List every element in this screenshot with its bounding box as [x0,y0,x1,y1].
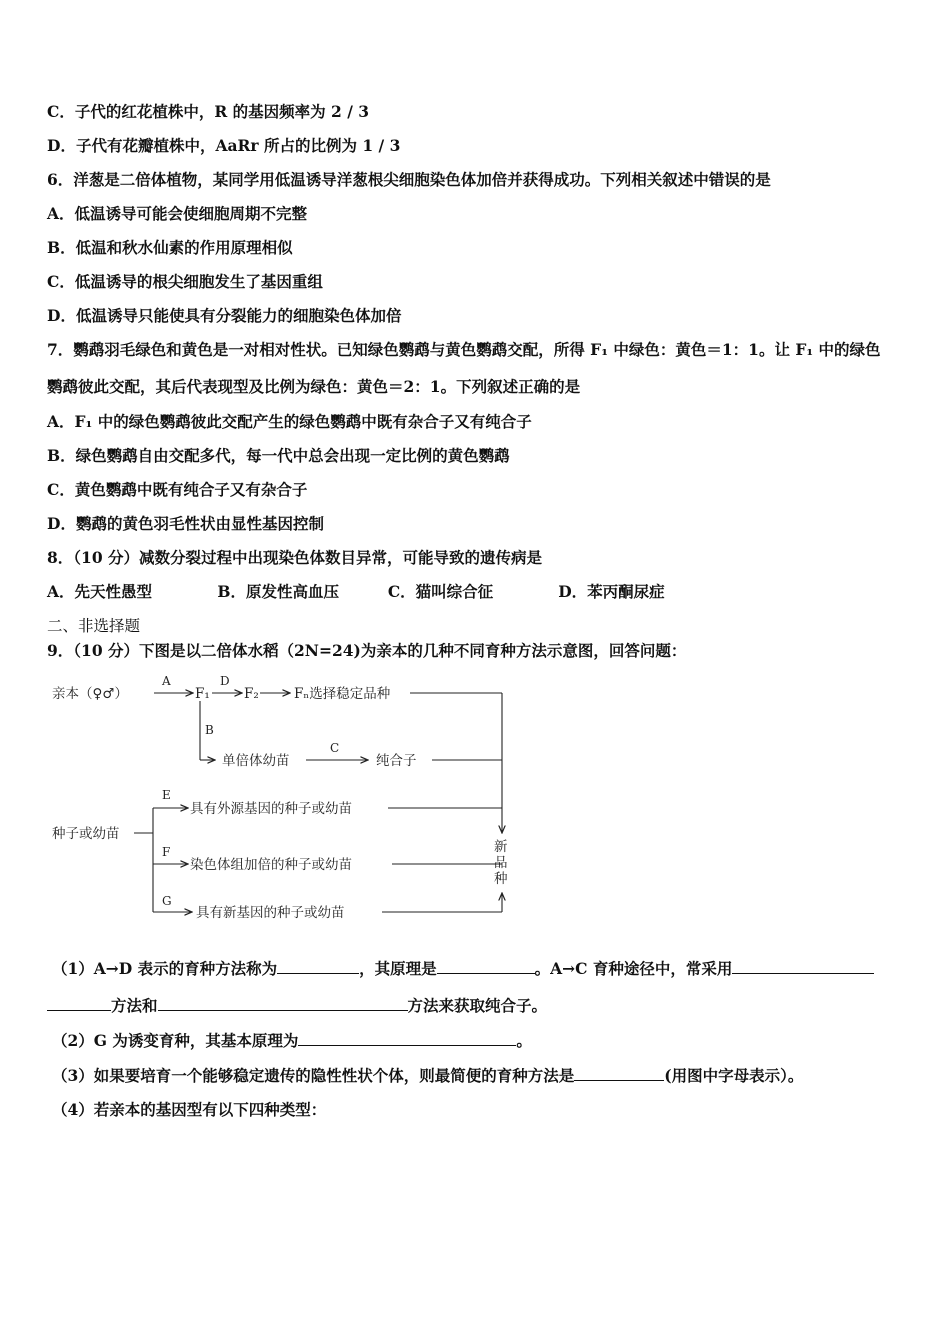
label-c: C [330,741,340,755]
answer-blank-4[interactable] [158,994,408,1011]
label-b: B [205,723,214,737]
q8-option-b: B．原发性高血压 [217,582,340,601]
q9-part1-line1 [52,957,874,980]
q8-options [47,581,665,603]
label-doubled: 染色体组加倍的种子或幼苗 [190,857,352,873]
q6-option-a: A．低温诱导可能会使细胞周期不完整 [47,204,308,223]
label-parent: 亲本（♀♂） [52,686,128,702]
q7-option-d: D．鹦鹉的黄色羽毛性状由显性基因控制 [47,514,324,533]
q9-p2-text-b: 。 [516,1031,532,1050]
answer-blank-3-cont[interactable] [47,994,111,1011]
q6-stem: 6．洋葱是二倍体植物，某同学用低温诱导洋葱根尖细胞染色体加倍并获得成功。下列相关叙述中错误的是 [47,170,771,189]
q8-option-a: A．先天性愚型 [47,582,153,601]
label-fn: Fₙ选择稳定品种 [294,686,391,702]
q7-stem-line2: 鹦鹉彼此交配，其后代表现型及比例为绿色：黄色＝2：1。下列叙述正确的是 [47,377,581,396]
q9-p1-text-c: 。A→C 育种途径中，常采用 [534,959,733,978]
label-f: F [162,845,171,859]
q9-p2-text-a: （2）G 为诱变育种，其基本原理为 [52,1031,299,1050]
q9-part3 [52,1064,803,1087]
q7-stem-line1: 7．鹦鹉羽毛绿色和黄色是一对相对性状。已知绿色鹦鹉与黄色鹦鹉交配，所得 F₁ 中绿色：黄色＝1：1。让 F₁ 中的绿色 [47,340,881,359]
q9-p1-text-e: 方法来获取纯合子。 [407,996,548,1015]
label-g: G [162,894,172,908]
answer-blank-5[interactable] [298,1029,516,1046]
label-e: E [162,788,171,802]
q6-option-d: D．低温诱导只能使具有分裂能力的细胞染色体加倍 [47,306,402,325]
q8-option-c: C．猫叫综合征 [387,582,494,601]
q7-option-b: B．绿色鹦鹉自由交配多代，每一代中总会出现一定比例的黄色鹦鹉 [47,446,510,465]
q9-p1-text-a: （1）A→D 表示的育种方法称为 [52,959,278,978]
q7-option-a: A．F₁ 中的绿色鹦鹉彼此交配产生的绿色鹦鹉中既有杂合子又有纯合子 [47,412,532,431]
answer-blank-1[interactable] [277,957,359,974]
q6-option-c: C．低温诱导的根尖细胞发生了基因重组 [47,272,323,291]
q5-option-c: C．子代的红花植株中，R 的基因频率为 2 / 3 [47,102,370,121]
breeding-diagram [50,668,520,930]
label-new-variety-1: 新 [494,839,508,855]
label-pure: 纯合子 [376,753,417,769]
label-new-variety-2: 品 [494,855,508,871]
answer-blank-3[interactable] [732,957,874,974]
q5-option-d: D．子代有花瓣植株中，AaRr 所占的比例为 1 / 3 [47,136,401,155]
answer-blank-6[interactable] [574,1064,664,1081]
label-foreign: 具有外源基因的种子或幼苗 [190,801,352,817]
q9-part4: （4）若亲本的基因型有以下四种类型： [52,1100,327,1119]
section-heading: 二、非选择题 [47,617,141,635]
label-new-variety-3: 种 [494,871,508,887]
answer-blank-2[interactable] [437,957,535,974]
label-newgene: 具有新基因的种子或幼苗 [196,905,345,921]
label-a: A [162,674,171,688]
q6-option-b: B．低温和秋水仙素的作用原理相似 [47,238,293,257]
q9-p1-text-b: ，其原理是 [359,959,437,978]
q9-p3-text-b: (用图中字母表示）。 [664,1066,804,1085]
q8-stem: 8．（10 分）减数分裂过程中出现染色体数目异常，可能导致的遗传病是 [47,548,543,567]
label-haploid: 单倍体幼苗 [222,753,290,769]
q8-option-d: D．苯丙酮尿症 [558,582,665,601]
label-f2: F₂ [244,686,259,702]
label-f1: F₁ [195,686,210,702]
q9-p3-text-a: （3）如果要培育一个能够稳定遗传的隐性性状个体，则最简便的育种方法是 [52,1066,575,1085]
q9-part1-line2 [47,994,547,1017]
q9-stem: 9．（10 分）下图是以二倍体水稻（2N=24)为亲本的几种不同育种方法示意图，回答问题： [47,641,687,660]
label-seed: 种子或幼苗 [52,826,120,842]
q9-part2 [52,1029,532,1052]
label-d: D [220,674,230,688]
q7-option-c: C．黄色鹦鹉中既有纯合子又有杂合子 [47,480,308,499]
q9-p1-text-d: 方法和 [111,996,158,1015]
